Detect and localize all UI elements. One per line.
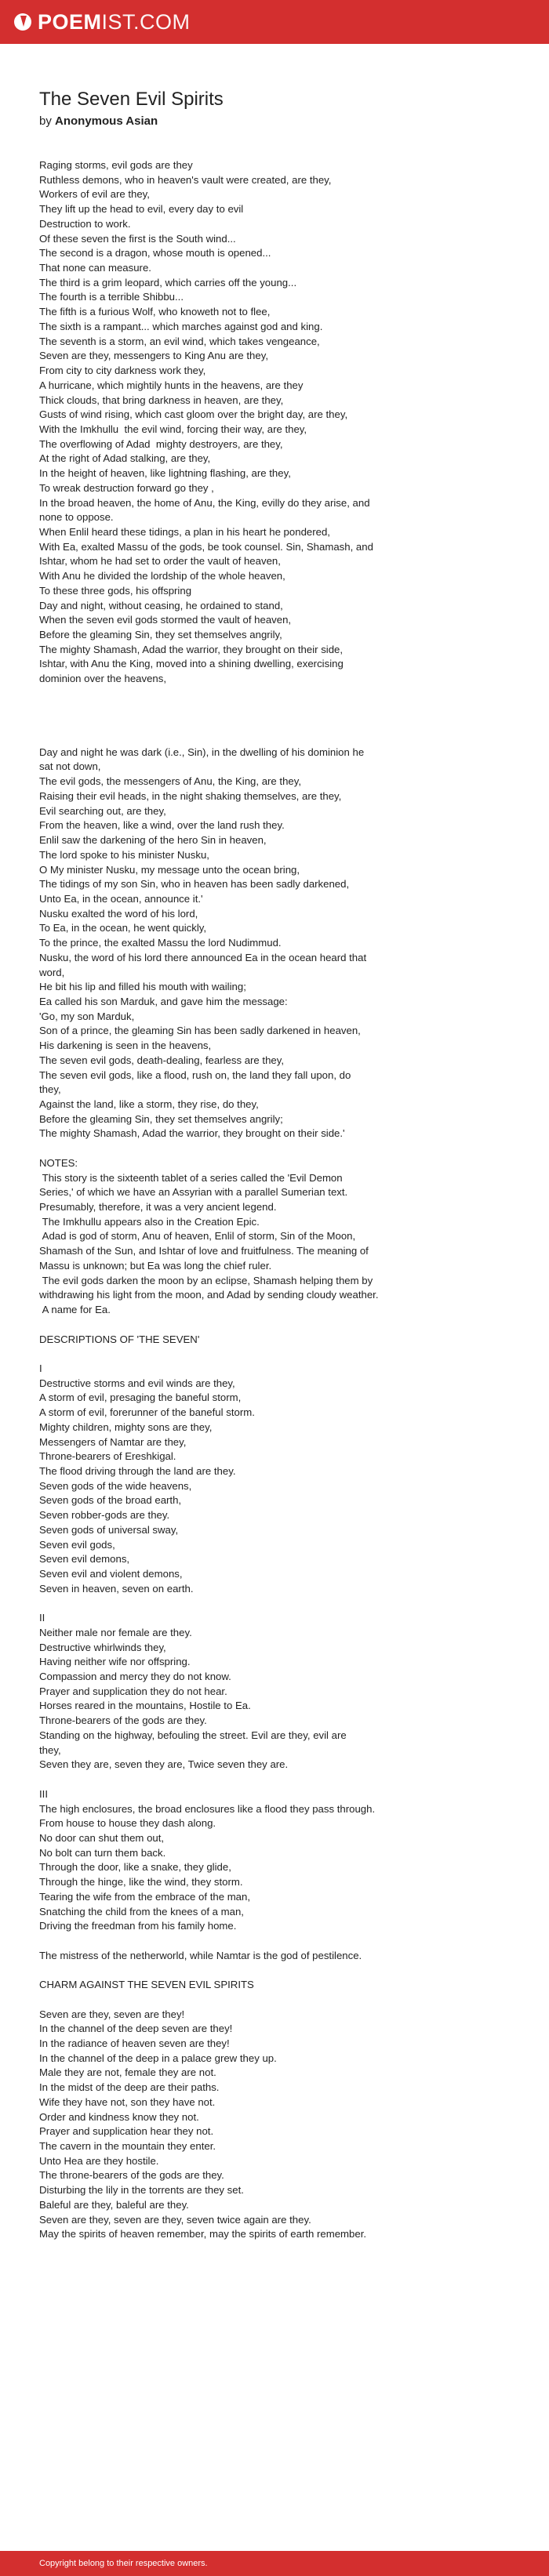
poem-byline xyxy=(39,113,510,130)
poem-content xyxy=(39,88,510,2242)
poem-title: The Seven Evil Spirits xyxy=(39,89,224,110)
logo-bold-text: POEM xyxy=(38,9,102,34)
logo-light-text: IST.COM xyxy=(101,9,191,34)
site-logo xyxy=(38,9,191,34)
by-label: by xyxy=(39,114,52,128)
copyright-text: Copyright belong to their respective owners. xyxy=(39,2559,208,2568)
site-logo-link[interactable] xyxy=(14,9,191,34)
author-link[interactable]: Anonymous Asian xyxy=(55,114,158,128)
site-header xyxy=(0,0,549,44)
site-footer xyxy=(0,2551,549,2576)
poem-body: Raging storms, evil gods are they Ruthless demons, who in heaven's vault were created, are they, Workers of evil are they, They lift up the head to evil, every day to evil Destruction to work. Of these seven the first is the South wind... The second is a dragon, whose mouth is opened... That none can measure. The third is a grim leopard, which carries off the young... The fourth is a terrible Shibbu... The fifth is a furious Wolf, who knoweth not to flee, The sixth is a rampant... which marches against god and king. The seventh is a storm, an evil wind, which takes vengeance, Seven are they, messengers to King Anu are they, From city to city darkness work they, A hurricane, which mightily hunts in the heavens, are they Thick clouds, that bring darkness in heaven, are they, Gusts of wind rising, which cast gloom over the bright day, are they, With the Imkhullu the evil wind, forcing their way, are they, The overflowing of Adad mighty destroyers, are they, At the right of Adad stalking, are they, In the height of heaven, like lightning flashing, are they, To wreak destruction forward go they , In the broad heaven, the home of Anu, the King, evilly do they arise, and none to oppose. When Enlil heard these tidings, a plan in his heart he pondered, With Ea, exalted Massu of the gods, be took counsel. Sin, Shamash, and Ishtar, whom he had set to order the vault of heaven, With Anu he divided the lordship of the whole heaven, To these three gods, his offspring Day and night, without ceasing, he ordained to stand, When the seven evil gods stormed the vault of heaven, Before the gleaming Sin, they set themselves angrily, The mighty Shamash, Adad the warrior, they brought on their side, Ishtar, with Anu the King, moved into a shining dwelling, exercising dominion over the heavens, Day and night he was dark (i.e., Sin), in the dwelling of his dominion he sat not down, The evil gods, the messengers of Anu, the King, are they, Raising their evil heads, in the night shaking themselves, are they, Evil searching out, are they, From the heaven, like a wind, over the land rush they. Enlil saw the darkening of the hero Sin in heaven, The lord spoke to his minister Nusku, O My minister Nusku, my message unto the ocean bring, The tidings of my son Sin, who in heaven has been sadly darkened, Unto Ea, in the ocean, announce it.' Nusku exalted the word of his lord, To Ea, in the ocean, he went quickly, To the prince, the exalted Massu the lord Nudimmud. Nusku, the word of his lord there announced Ea in the ocean heard that word, He bit his lip and filled his mouth with wailing; Ea called his son Marduk, and gave him the message: 'Go, my son Marduk, Son of a prince, the gleaming Sin has been sadly darkened in heaven, His darkening is seen in the heavens, The seven evil gods, death-dealing, fearless are they, The seven evil gods, like a flood, rush on, the land they fall upon, do they, Against the land, like a storm, they rise, do they, Before the gleaming Sin, they set themselves angrily; The mighty Shamash, Adad the warrior, they brought on their side.' NOTES: This story is the sixteenth tablet of a series called the 'Evil Demon Series,' of which we have an Assyrian with a parallel Sumerian text. Presumably, therefore, it was a very ancient legend. The Imkhullu appears also in the Creation Epic. Adad is god of storm, Anu of heaven, Enlil of storm, Sin of the Moon, Shamash of the Sun, and Ishtar of love and fruitfulness. The meaning of Massu is unknown; but Ea was long the chief ruler. The evil gods darken the moon by an eclipse, Shamash helping them by withdrawing his light from the moon, and Adad by sending cloudy weather. A name for Ea. DESCRIPTIONS OF 'THE SEVEN' I Destructive storms and evil winds are they, A storm of evil, presaging the baneful storm, A storm of evil, forerunner of the baneful storm. Mighty children, mighty sons are they, Messengers of Namtar are they, Throne-bearers of Ereshkigal. The flood driving through the land are they. Seven gods of the wide heavens, Seven gods of the broad earth, Seven robber-gods are they. Seven gods of universal sway, Seven evil gods, Seven evil demons, Seven evil and violent demons, Seven in heaven, seven on earth. II Neither male nor female are they. Destructive whirlwinds they, Having neither wife nor offspring. Compassion and mercy they do not know. Prayer and supplication they do not hear. Horses reared in the mountains, Hostile to Ea. Throne-bearers of the gods are they. Standing on the highway, befouling the street. Evil are they, evil are they, Seven they are, seven they are, Twice seven they are. III The high enclosures, the broad enclosures like a flood they pass through. From house to house they dash along. No door can shut them out, No bolt can turn them back. Through the door, like a snake, they glide, Through the hinge, like the wind, they storm. Tearing the wife from the embrace of the man, Snatching the child from the knees of a man, Driving the freedman from his family home. The mistress of the netherworld, while Namtar is the god of pestilence. CHARM AGAINST THE SEVEN EVIL SPIRITS Seven are they, seven are they! In the channel of the deep seven are they! In the radiance of heaven seven are they! In the channel of the deep in a palace grew they up. Male they are not, female they are not. In the midst of the deep are their paths. Wife they have not, son they have not. Order and kindness know they not. Prayer and supplication hear they not. The cavern in the mountain they enter. Unto Hea are they hostile. The throne-bearers of the gods are they. Disturbing the lily in the torrents are they set. Baleful are they, baleful are they. Seven are they, seven are they, seven twice again are they. May the spirits of heaven remember, may the spirits of earth remember. xyxy=(39,159,379,2240)
quill-drop-icon xyxy=(14,13,31,31)
